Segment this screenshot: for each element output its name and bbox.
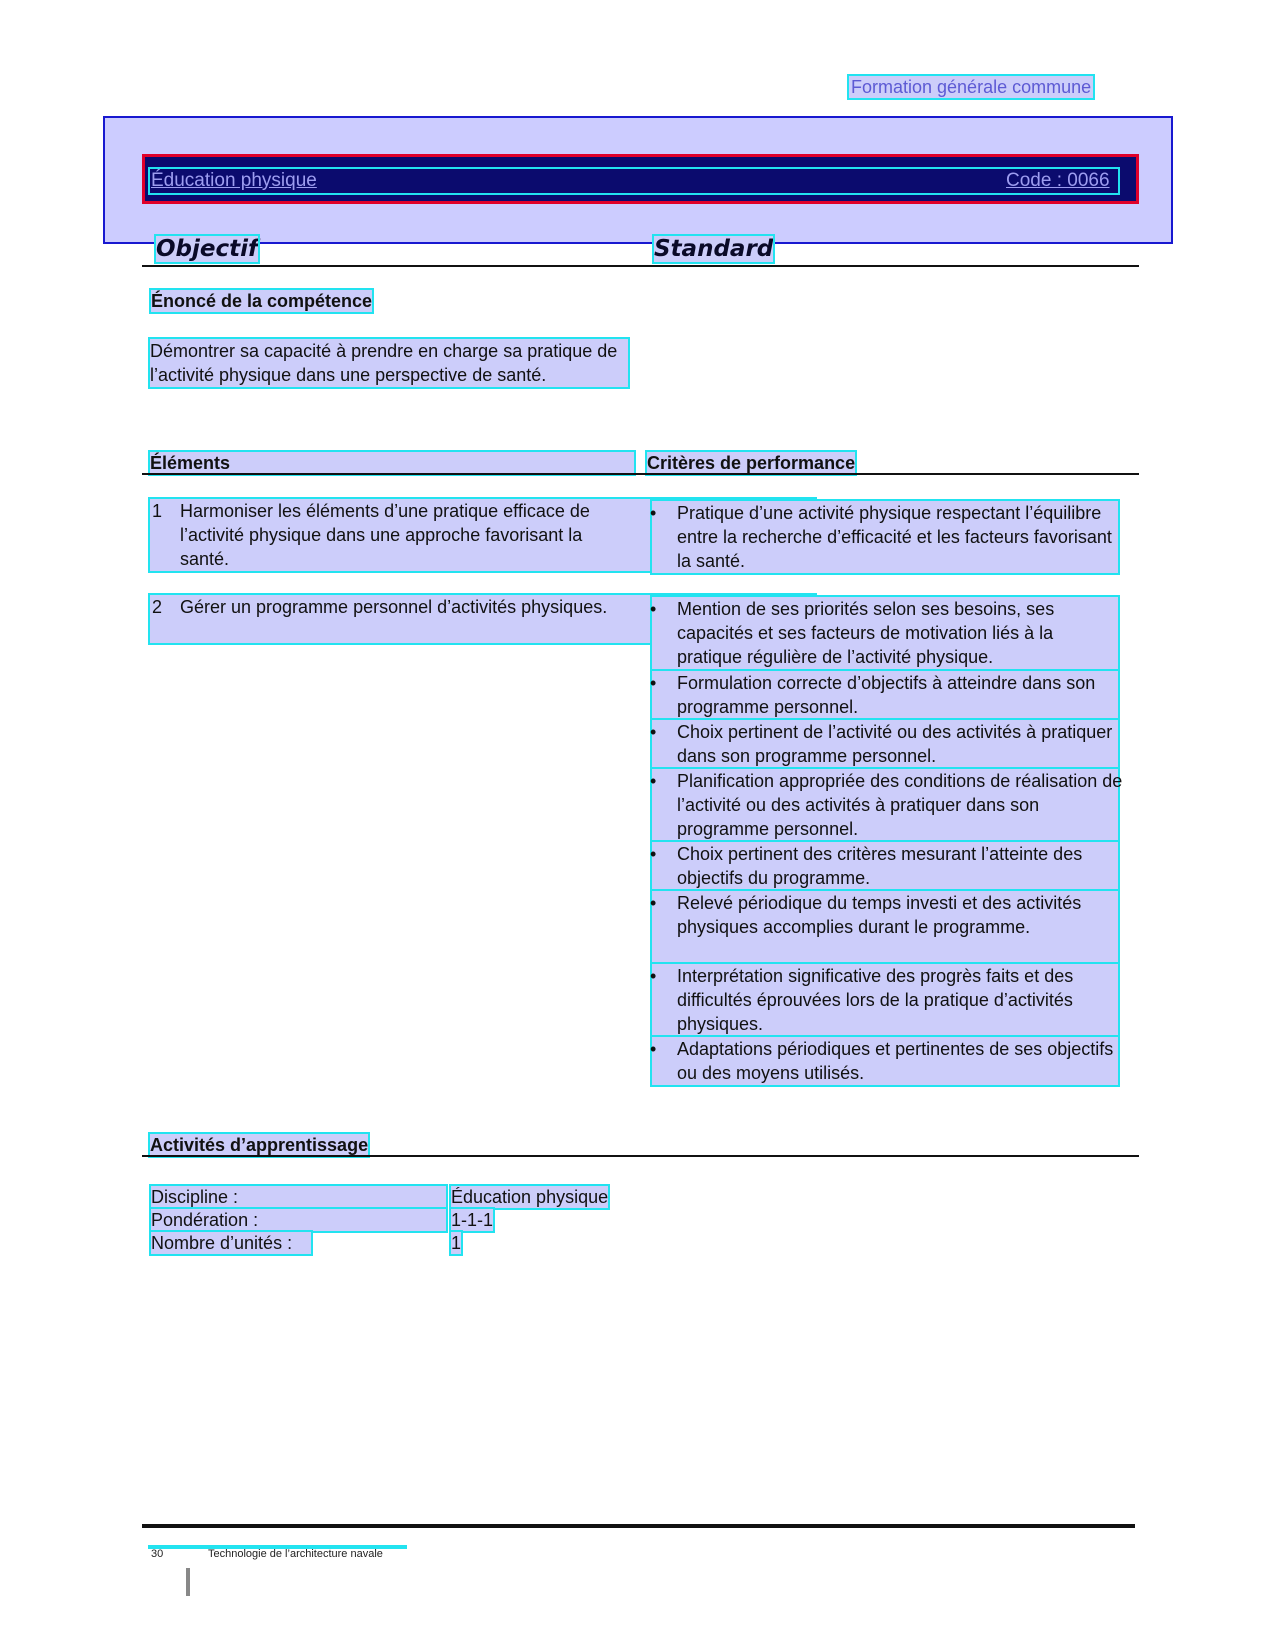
element-text: Harmoniser les éléments d’une pratique efficace de l’activité physique dans une approche favorisant la santé. bbox=[180, 501, 590, 569]
units-label: Nombre d’unités : bbox=[151, 1232, 311, 1254]
discipline-label: Discipline : bbox=[151, 1186, 446, 1208]
criterion-text: Adaptations périodiques et pertinentes de ses objectifs ou des moyens utilisés. bbox=[677, 1039, 1114, 1083]
criterion-item bbox=[650, 769, 1123, 841]
criterion-text: Mention de ses priorités selon ses besoins, ses capacités et ses facteurs de motivation liés à la pratique régulière de l’activité physique. bbox=[677, 599, 1055, 667]
bullet-icon: • bbox=[650, 722, 657, 742]
discipline-value: Éducation physique bbox=[451, 1187, 609, 1207]
ponderation-value: 1-1-1 bbox=[451, 1210, 494, 1230]
elements-title: Éléments bbox=[150, 452, 634, 474]
bullet-icon: • bbox=[650, 966, 657, 986]
course-code[interactable]: Code : 0066 bbox=[1006, 170, 1110, 191]
document-title: Technologie de l’architecture navale bbox=[208, 1548, 383, 1560]
standard-heading: Standard bbox=[654, 236, 774, 262]
bullet-icon: • bbox=[650, 844, 657, 864]
enonce-text: Démontrer sa capacité à prendre en charge sa pratique de l’activité physique dans une perspective de santé. bbox=[150, 339, 628, 387]
criterion-text: Planification appropriée des conditions de réalisation de l’activité ou des activités à pratiquer dans son programme personnel. bbox=[677, 771, 1123, 839]
criterion-text: Choix pertinent de l’activité ou des activités à pratiquer dans son programme personnel. bbox=[677, 722, 1113, 766]
bullet-icon: • bbox=[650, 1039, 657, 1059]
criteria-title: Critères de performance bbox=[647, 453, 856, 473]
criterion-text: Pratique d’une activité physique respectant l’équilibre entre la recherche d’efficacité et les facteurs favorisant la santé. bbox=[677, 503, 1112, 571]
bullet-icon: • bbox=[650, 673, 657, 693]
criterion-text: Relevé périodique du temps investi et des activités physiques accomplies durant le programme. bbox=[677, 893, 1082, 937]
criterion-text: Formulation correcte d’objectifs à atteindre dans son programme personnel. bbox=[677, 673, 1096, 717]
bullet-icon: • bbox=[650, 771, 657, 791]
text-cursor bbox=[186, 1568, 190, 1596]
course-title[interactable]: Éducation physique bbox=[151, 170, 317, 191]
activities-title: Activités d’apprentissage bbox=[150, 1135, 369, 1155]
bullet-icon: • bbox=[650, 599, 657, 619]
bullet-icon: • bbox=[650, 893, 657, 913]
criterion-item bbox=[652, 1037, 1118, 1085]
element-number: 2 bbox=[152, 597, 163, 617]
criterion-item bbox=[652, 891, 1118, 963]
ponderation-label: Pondération : bbox=[151, 1209, 446, 1231]
section-divider bbox=[142, 1155, 1139, 1157]
footer-rule bbox=[142, 1524, 1135, 1528]
section-divider bbox=[142, 265, 1139, 267]
criterion-item bbox=[652, 964, 1118, 1036]
page-number: 30 bbox=[151, 1548, 164, 1560]
element-number: 1 bbox=[152, 501, 163, 521]
objectif-heading: Objectif bbox=[156, 236, 259, 262]
units-value: 1 bbox=[451, 1233, 462, 1253]
criterion-item bbox=[652, 671, 1118, 719]
criterion-item bbox=[652, 501, 1118, 573]
element-text: Gérer un programme personnel d’activités physiques. bbox=[180, 597, 608, 617]
bullet-icon: • bbox=[650, 503, 657, 523]
criterion-item bbox=[652, 720, 1118, 768]
section-divider bbox=[142, 473, 1139, 475]
criterion-text: Choix pertinent des critères mesurant l’atteinte des objectifs du programme. bbox=[677, 844, 1083, 888]
criterion-item bbox=[652, 597, 1118, 669]
criterion-item bbox=[652, 842, 1118, 890]
program-label: Formation générale commune bbox=[851, 77, 1092, 97]
criterion-text: Interprétation significative des progrès faits et des difficultés éprouvées lors de la pratique d’activités physiques. bbox=[677, 966, 1074, 1034]
enonce-title: Énoncé de la compétence bbox=[151, 291, 373, 311]
